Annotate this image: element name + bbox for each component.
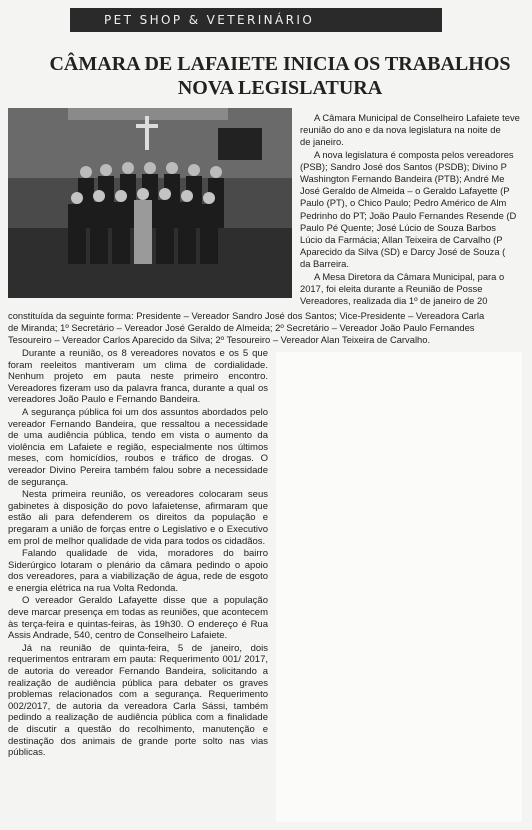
right-column-line: 2017, foi eleita durante a Reunião de Posse xyxy=(300,282,483,294)
right-column-line: Paulo Pé Quente; José Lúcio de Souza Barbos xyxy=(300,221,496,233)
right-column-line: reunião do ano e da nova legislatura na noite de xyxy=(300,124,501,136)
right-column-line: A nova legislatura é composta pelos vereadores xyxy=(314,148,514,160)
wide-line: Tesoureiro – Vereador Carlos Aparecido da Silva; 2º Tesoureiro – Vereador Alan Teixeira de Carvalho. xyxy=(8,334,431,345)
right-column-line: da Barreira. xyxy=(300,258,349,270)
right-column-line: Pedrinho do PT; João Paulo Fernandes Resende (D xyxy=(300,209,517,221)
right-column-line: Washington Fernando Bandeira (PTB); André Me xyxy=(300,173,505,185)
right-column-line: Lúcio da Farmácia; Allan Teixeira de Carvalho (P xyxy=(300,234,503,246)
headline xyxy=(20,52,532,100)
section-banner: PET SHOP & VETERINÁRIO xyxy=(70,8,442,32)
left-column-paragraph: Já na reunião de quinta-feira, 5 de janeiro, dois requerimentos entraram em pauta: Requerimento 001/ 2017, de autoria do vereador Fernando Bandeira, solicitando a realização de audiência pública para debater os graves problemas relacionados com a segurança. Requerimento 002/2017, de autoria da vereadora Carla Sássi, também pedindo a realização de audiência pública com a finalidade de discutir a questão do recolhimento, manutenção e destinação dos animais de grande porte solto nas vias públicas. xyxy=(8,642,268,759)
group-photo xyxy=(8,108,292,298)
right-column-line: Vereadores, realizada dia 1º de janeiro de 20 xyxy=(300,295,488,306)
right-column-line: Aparecido da Silva (SD) e Darcy José de Souza ( xyxy=(300,246,506,258)
article-left-column xyxy=(8,348,268,818)
left-column-paragraph: Falando qualidade de vida, moradores do bairro Siderúrgico lotaram o plenário da câmara pedindo o apoio dos vereadores, para a viabilização de água, rede de esgoto e energia elétrica na rua Volta Redonda. xyxy=(8,548,268,594)
right-column-line: Paulo (PT), o Chico Paulo; Pedro Américo de Alm xyxy=(300,197,507,209)
wide-line: de Miranda; 1º Secretário – Vereador José Geraldo de Almeida; 2º Secretário – Vereador João Paulo Fernandes xyxy=(8,322,475,333)
article-right-column xyxy=(300,112,532,306)
right-column-line: A Câmara Municipal de Conselheiro Lafaiete teve xyxy=(314,112,520,123)
right-column-line: A Mesa Diretora da Câmara Municipal, para o xyxy=(314,270,505,282)
right-column-line: (PSB); Sandro José dos Santos (PSDB); Divino P xyxy=(300,160,507,172)
article-wide-lines xyxy=(8,310,532,350)
headline-line-2: NOVA LEGISLATURA xyxy=(177,77,383,99)
blank-area xyxy=(276,352,522,822)
right-column-line: José Geraldo de Almeida – o Geraldo Lafayette (P xyxy=(300,185,510,197)
left-column-paragraph: A segurança pública foi um dos assuntos abordados pelo vereador Fernando Bandeira, que ressaltou a necessidade de uma audiência pública, tendo em vista o aumento da violência em Lafaiete e região, especialmente nos últimos meses, com homicídios, roubos e tráfico de drogas. O vereador Divino Pereira também falou sobre a necessidade de segurança. xyxy=(8,406,268,488)
wide-line: constituída da seguinte forma: Presidente – Vereador Sandro José dos Santos; Vice-Presidente – Vereadora Carla xyxy=(8,310,485,321)
left-column-paragraph: Durante a reunião, os 8 vereadores novatos e os 5 que foram reeleitos mantiveram um clima de cordialidade. Nenhum projeto em pauta neste primeiro encontro. Vereadores fizeram uso da palavra franca, durante a qual os vereadores João Paulo e Fernando Bandeira. xyxy=(8,348,268,406)
headline-line-1: CÂMARA DE LAFAIETE INICIA OS TRABALHOS xyxy=(49,53,511,75)
right-column-line: de janeiro. xyxy=(300,136,344,148)
left-column-paragraph: O vereador Geraldo Lafayette disse que a população deve marcar presença em todas as reuniões, que acontecem às terça-feira e quintas-feiras, às 19h30. O endereço é Rua Assis Andrade, 540, centro de Conselheiro Lafaiete. xyxy=(8,595,268,642)
group-photo-image xyxy=(8,108,292,298)
left-column-paragraph: Nesta primeira reunião, os vereadores colocaram seus gabinetes à disposição do povo lafaietense, afirmaram que estão ali para defenderem os direitos da população e pregaram a união de forças entre o Legislativo e o Executivo em prol de melhor qualidade de vida para todos os cidadãos. xyxy=(8,489,268,547)
